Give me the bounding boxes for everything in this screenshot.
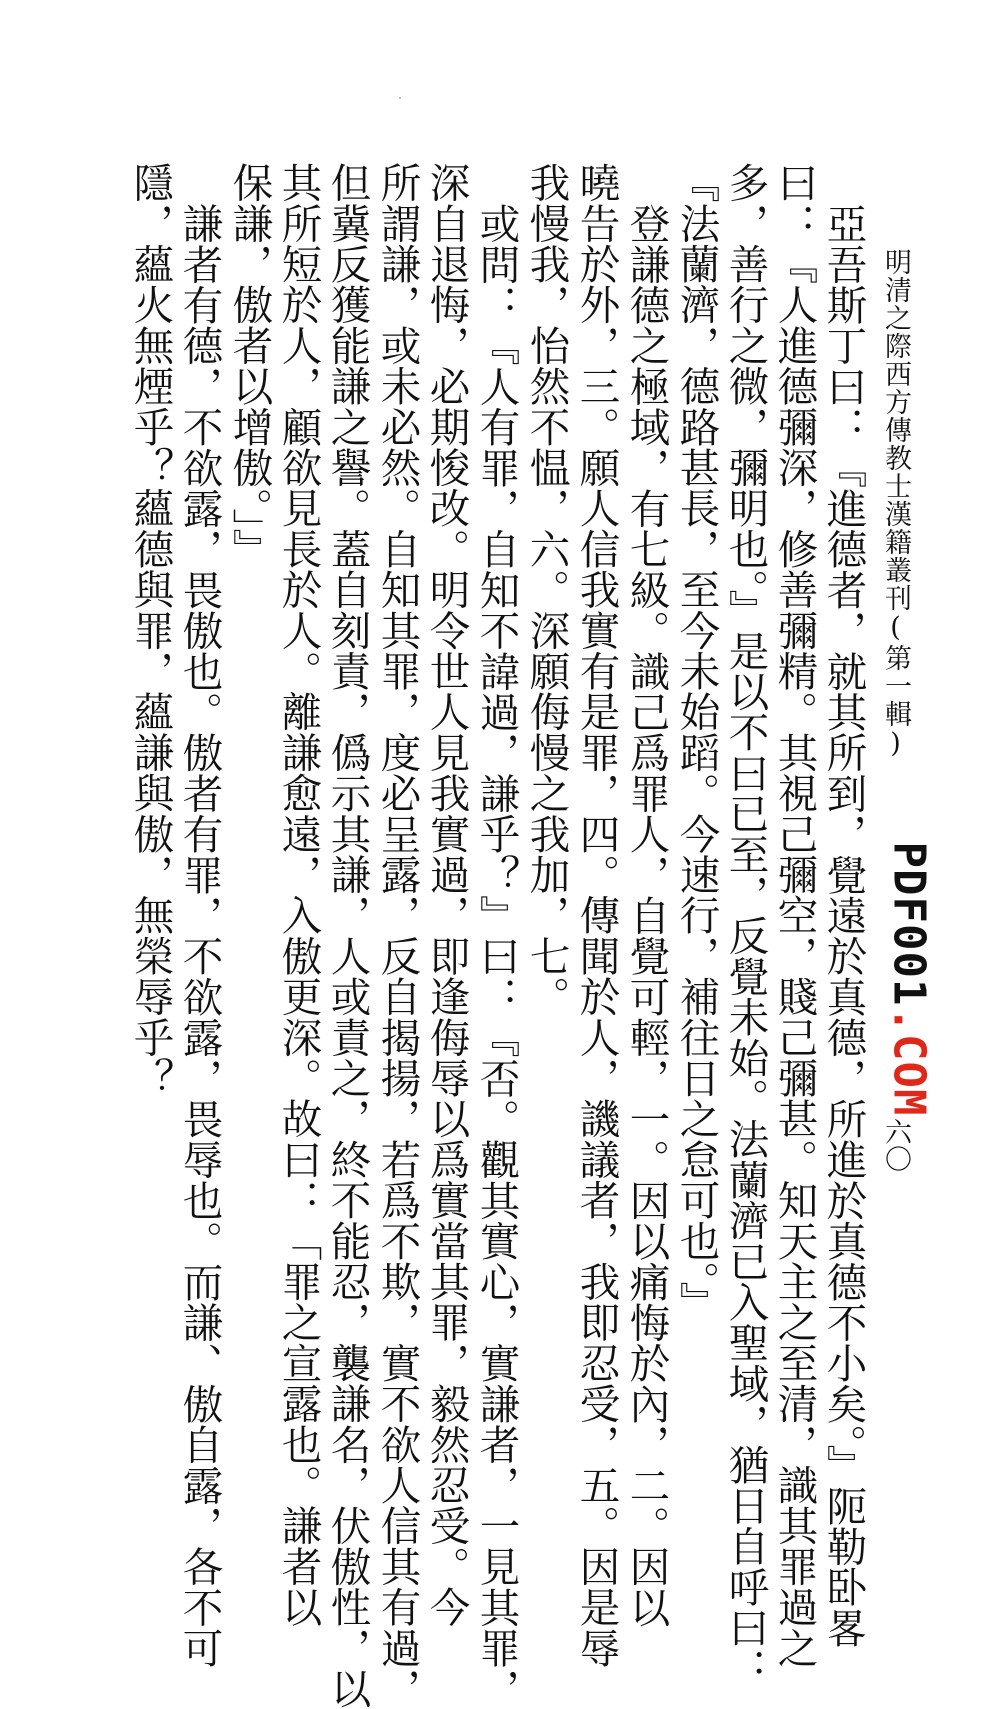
text-column-13: 保謙，傲者以增傲。」』 — [225, 162, 274, 570]
text-column-7: 我慢我，怡然不愠，六。深願侮慢之我加，七。 — [522, 162, 571, 1017]
text-column-8: 或問：『人有罪，自知不諱過，謙乎？』曰：『否。觀其實心，實謙者，一見其罪， — [472, 203, 521, 1709]
text-column-5: 登謙德之極域，有七級。識己爲罪人，自覺可輕，一。因以痛悔於內，二。因以 — [622, 203, 671, 1628]
text-column-2: 曰：『人進德彌深，修善彌精。其視己彌空，賤己彌甚。知天主之至清，識其罪過之 — [770, 162, 819, 1668]
running-header-title: 明清之際西方傳教士漢籍叢刊(第一輯) — [880, 248, 911, 760]
text-column-1: 亞吾斯丁曰：『進德者，就其所到，覺遠於真德，所進於真德不小矣。』阨勒卧畧 — [819, 203, 868, 1648]
watermark-text-main: PDF001 — [883, 841, 935, 1007]
text-column-3: 多，善行之微，彌明也。』是以不曰已至，反覺未始。法蘭濟已入聖域，猶日自呼曰： — [721, 162, 770, 1689]
text-column-10: 所謂謙，或未必然。自知其罪，度必呈露，反自揭揚，若爲不欺，實不欲人信其有過， — [373, 162, 422, 1709]
text-column-15: 隱，蘊火無煙乎？蘊德與罪，蘊謙與傲，無榮辱乎？ — [126, 162, 175, 1099]
text-column-12: 其所短於人，顧欲見長於人。離謙愈遠，入傲更深。故曰：「罪之宣露也。謙者以 — [274, 162, 323, 1628]
text-column-14: 謙者有德，不欲露，畏傲也。傲者有罪，不欲露，畏辱也。而謙、傲自露，各不可 — [175, 203, 224, 1669]
text-column-6: 曉告於外，三。願人信我實有是罪，四。傳聞於人，譏議者，我即忍受，五。因是辱 — [572, 162, 621, 1668]
text-column-11: 但冀反獲能謙之譽。蓋自刻責，僞示其謙，人或責之，終不能忍，襲謙名，伏傲性，以 — [323, 162, 372, 1709]
page-number: 六〇 — [880, 1118, 911, 1172]
site-watermark — [883, 841, 935, 1117]
watermark-text-accent: .COM — [883, 1006, 935, 1117]
text-column-9: 深自退悔，必期悛改。明令世人見我實過，即逢侮辱以爲實當其罪，毅然忍受。今 — [422, 162, 471, 1628]
scan-speck — [399, 97, 401, 99]
text-column-4: 『法蘭濟，德路甚長，至今未始蹈。今速行，補往日之怠可也。』 — [672, 162, 721, 1323]
